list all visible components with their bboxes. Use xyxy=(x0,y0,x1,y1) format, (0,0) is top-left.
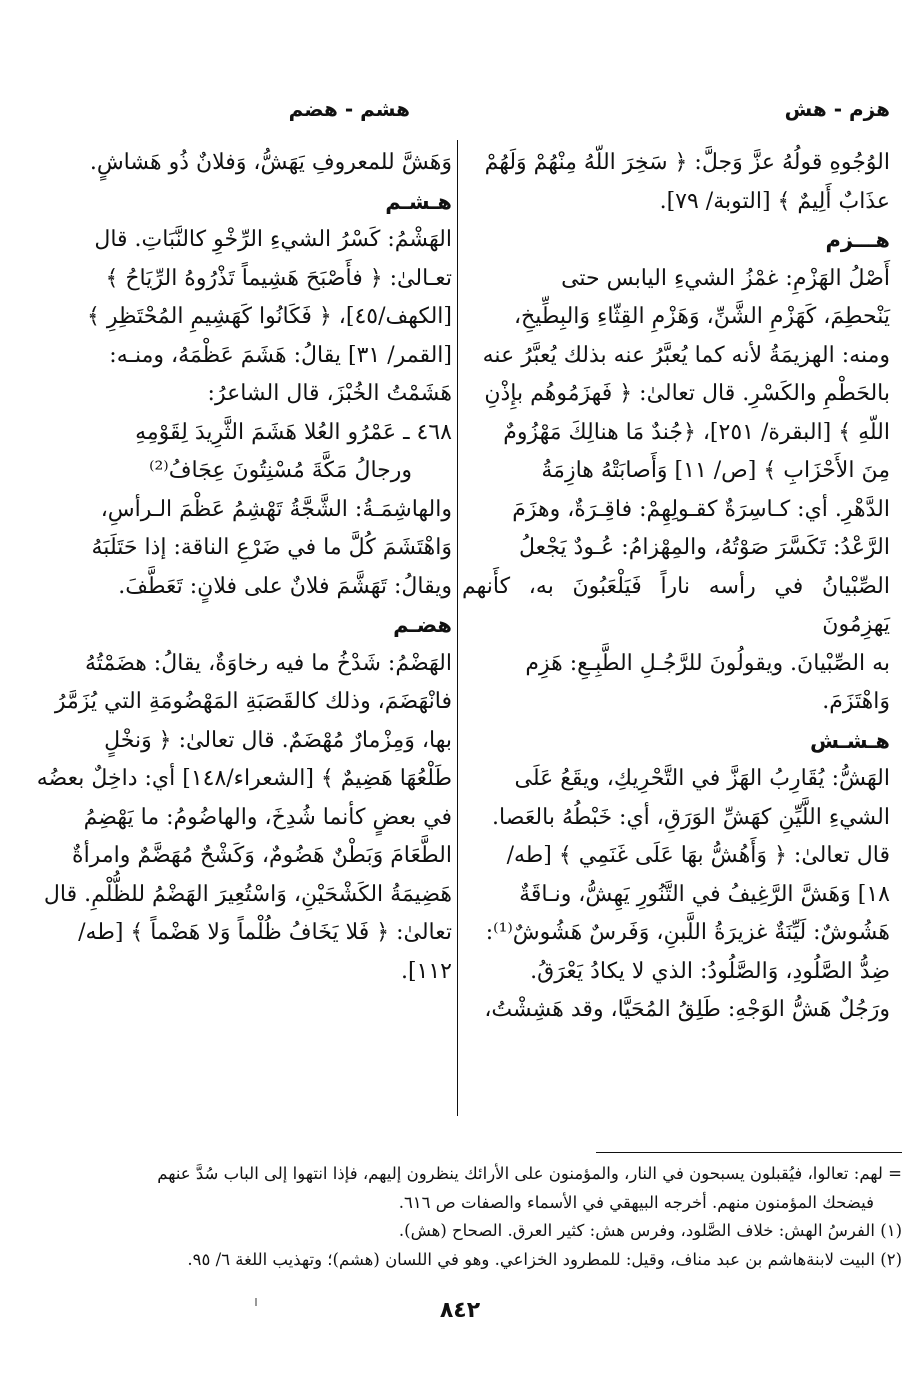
text-line: الصِّبْيانُ في رأسه ناراً فَيَلْعَبُونَ به، كأَنهم يَهزِمُونَ xyxy=(462,573,890,637)
text-line: الهَشْمُ: كَسْرُ الشيءِ الرِّخْوِ كالنَّبَاتِ. قال xyxy=(94,227,452,252)
text-line: والهاشِمَـةُ: الشَّجَّةُ تَهْشِمُ عَظْمَ الـرأسِ، xyxy=(100,496,452,522)
text-line: وَهَشَّ للمعروفِ يَهَشُّ، وَفلانٌ ذُو هَشاشٍ. xyxy=(89,150,452,175)
text-line: ١١٢]. xyxy=(400,958,452,984)
footnotes xyxy=(48,1160,902,1274)
page-number: ٨٤٢ xyxy=(439,1298,481,1323)
text-line: هَضِيمَةُ الكَشْحَيْنِ، وَاسْتُعِيرَ الهَضْمُ للظُّلْمِ. قال xyxy=(43,881,452,907)
right-column xyxy=(462,144,890,1030)
footnote-2: (٢) البيت لابنةهاشم بن عبد مناف، وقيل: للمطرود الخزاعي. وهو في اللسان (هشم)؛ وتهذيب اللغة ٦/ ٩٥. xyxy=(187,1249,902,1269)
text-line: ضِدُّ الصَّلُودِ، وَالصَّلُودُ: الذي لا يكادُ يَعْرَقُ. xyxy=(530,958,890,984)
text-line: [الكهف/٤٥]، ﴿ فَكَانُوا كَهَشِيمِ المُحْتَظِرِ ﴾ xyxy=(87,304,452,329)
text-line: هَشُوشٌ: لَيِّنَةٌ غزيرَةُ اللَّبنِ، وَفَرسٌ هَشُوشٌ⁽¹⁾: xyxy=(485,920,890,945)
text-line: بها، وَمِزْمارٌ مُهْضَمٌ. قال تعالىٰ: ﴿ وَنخْلٍ xyxy=(104,727,452,753)
running-head-left: هشم - هضم xyxy=(288,97,410,121)
headword-hadm: هضـم xyxy=(393,613,452,637)
text-line: ١٨] وَهَشَّ الرَّغِيفُ في التَّنُورِ يَهِشُّ، ونـاقَةٌ xyxy=(519,881,890,907)
footnote-continuation: = لهم: تعالوا، فيُقبلون يسبحون في النار، والمؤمنون على الأرائك ينظرون إليهم، فإذا انتهوا إلى الباب سُدَّ عنهم xyxy=(157,1164,902,1183)
text-line: الوُجُوهِ قولُهُ عزَّ وَجلَّ: ﴿ سَخِرَ اللّهُ مِنْهُمْ وَلَهُمْ xyxy=(484,150,890,175)
print-speck xyxy=(255,1298,257,1306)
text-line: ورَجُلٌ هَشُّ الوَجْهِ: طَلِقُ المُحَيَّا، وقد هَشِشْتُ، xyxy=(484,997,890,1022)
text-line: ويقالُ: تَهَشَّمَ فلانٌ على فلانٍ: تَعَطَّفَ. xyxy=(118,573,452,599)
text-line: [القمر/ ٣١] يقالُ: هَشَمَ عَظْمَهُ، ومنـه: xyxy=(109,342,452,368)
text-line: اللّهِ ﴾ [البقرة/ ٢٥١]، ﴿جُندٌ مَا هنالِكَ مَهْزُومٌ xyxy=(503,419,890,445)
text-line: طَلْعُهَا هَضِيمٌ ﴾ [الشعراء/١٤٨] أي: داخِلٌ بعضُه xyxy=(36,766,452,791)
text-line: وَاهْتَزَمَ. xyxy=(822,689,890,714)
text-line: مِنَ الأَحْزَابِ ﴾ [ص/ ١١] وَأَصابَتْهُ هازِمَةُ xyxy=(541,458,890,483)
text-line: به الصِّبْيانَ. ويقولُونَ للرَّجُـلِ الطَّبِـعِ: هَزِم xyxy=(525,650,890,676)
text-line: تعالىٰ: ﴿ فَلا يَخَافُ ظُلْماً وَلا هَضْماً ﴾ [طه/ xyxy=(78,920,452,945)
text-line: أَصْلُ الهَزْمِ: غمْزُ الشيءِ اليابس حتى xyxy=(561,265,890,291)
text-line: في بعضٍ كأنما شُدِخَ، والهاضُومُ: ما يَهْضِمُ xyxy=(83,804,452,830)
text-line: الطَّعَامَ وَبَطْنٌ هَضُومٌ، وَكَشْحٌ مُهَضَّمٌ وامرأةٌ xyxy=(72,843,452,868)
text-line: يَنْحطِمَ، كَهَزْمِ الشَّنِّ، وَهَزْمِ القِثّاءِ وَالبِطِّيخِ، xyxy=(513,304,890,329)
footnote-continuation: فيضحك المؤمنون منهم. أخرجه البيهقي في الأسماء والصفات ص ٦١٦. xyxy=(398,1192,874,1212)
footnote-separator xyxy=(596,1152,902,1153)
poetry-verse-first-hemistich: ٤٦٨ ـ عَمْرُو العُلا هَشَمَ الثَّرِيدَ لِقَوْمِهِ xyxy=(135,419,452,445)
running-head-right: هزم - هش xyxy=(784,97,890,121)
headword-hashsh: هـشـش xyxy=(810,728,890,753)
text-line: فانْهَضَمَ، وذلك كالقَصَبَةِ المَهْضُومَةِ التي يُزَمَّرُ xyxy=(54,689,452,714)
poetry-verse-second-hemistich: ورجالُ مَكَّةَ مُسْنِتُونَ عِجَافُ⁽²⁾ xyxy=(149,458,412,483)
text-line: بالحَطْمِ والكَسْرِ. قال تعالىٰ: ﴿ فَهزَمُوهُم بإِذْنِ xyxy=(484,381,890,406)
text-line: الهَشُّ: يُقَارِبُ الهَزَّ في التَّحْرِيكِ، ويقَعُ عَلَى xyxy=(514,766,890,791)
text-line: الدَّهْرِ. أي: كـاسِرَةٌ كقـولِهِمْ: فاقِـرَةٌ، وهزَمَ xyxy=(512,496,890,522)
text-line: الرَّعْدُ: تَكَسَّرَ صَوْتُهُ، والمِهْزامُ: عُـودٌ يَجْعلُ xyxy=(518,535,890,560)
text-line: الهَضْمُ: شَدْخُ ما فيه رخاوَةٌ، يقالُ: هضَمْتُهُ xyxy=(84,650,452,676)
text-line: هَشَمْتُ الخُبْزَ، قال الشاعرُ: xyxy=(207,381,452,406)
column-divider xyxy=(457,140,458,1116)
text-line: قال تعالىٰ: ﴿ وَأَهُشُّ بهَا عَلَى غَنَمِي ﴾ [طه/ xyxy=(506,843,890,868)
text-line: الشيءِ اللَّيِّنِ كهَشِّ الوَرَقِ، أي: خَبْطُهُ بالعَصا. xyxy=(492,804,890,830)
headword-hashm: هـشـم xyxy=(385,189,452,214)
text-line: عذَابٌ أَلِيمٌ ﴾ [التوبة/ ٧٩]. xyxy=(659,188,890,214)
text-line: ومنه: الهزيمَةُ لأنه كما يُعبَّرُ عنه بذلك يُعبَّرُ عنه xyxy=(482,342,890,368)
headword-hazm: هـــزم xyxy=(825,228,890,252)
left-column xyxy=(32,144,452,991)
text-line: تعـالىٰ: ﴿ فأَصْبَحَ هَشِيماً تَذْرُوهُ الرِّيَاحُ ﴾ xyxy=(105,265,452,291)
text-line: وَاهْتَشَمَ كُلَّ ما في ضَرْعِ الناقة: إذا حَتَلَبَهُ xyxy=(91,535,452,560)
footnote-1: (١) الفرسُ الهش: خلاف الصَّلود، وفرس هش: كثير العرق. الصحاح (هش). xyxy=(398,1221,902,1240)
